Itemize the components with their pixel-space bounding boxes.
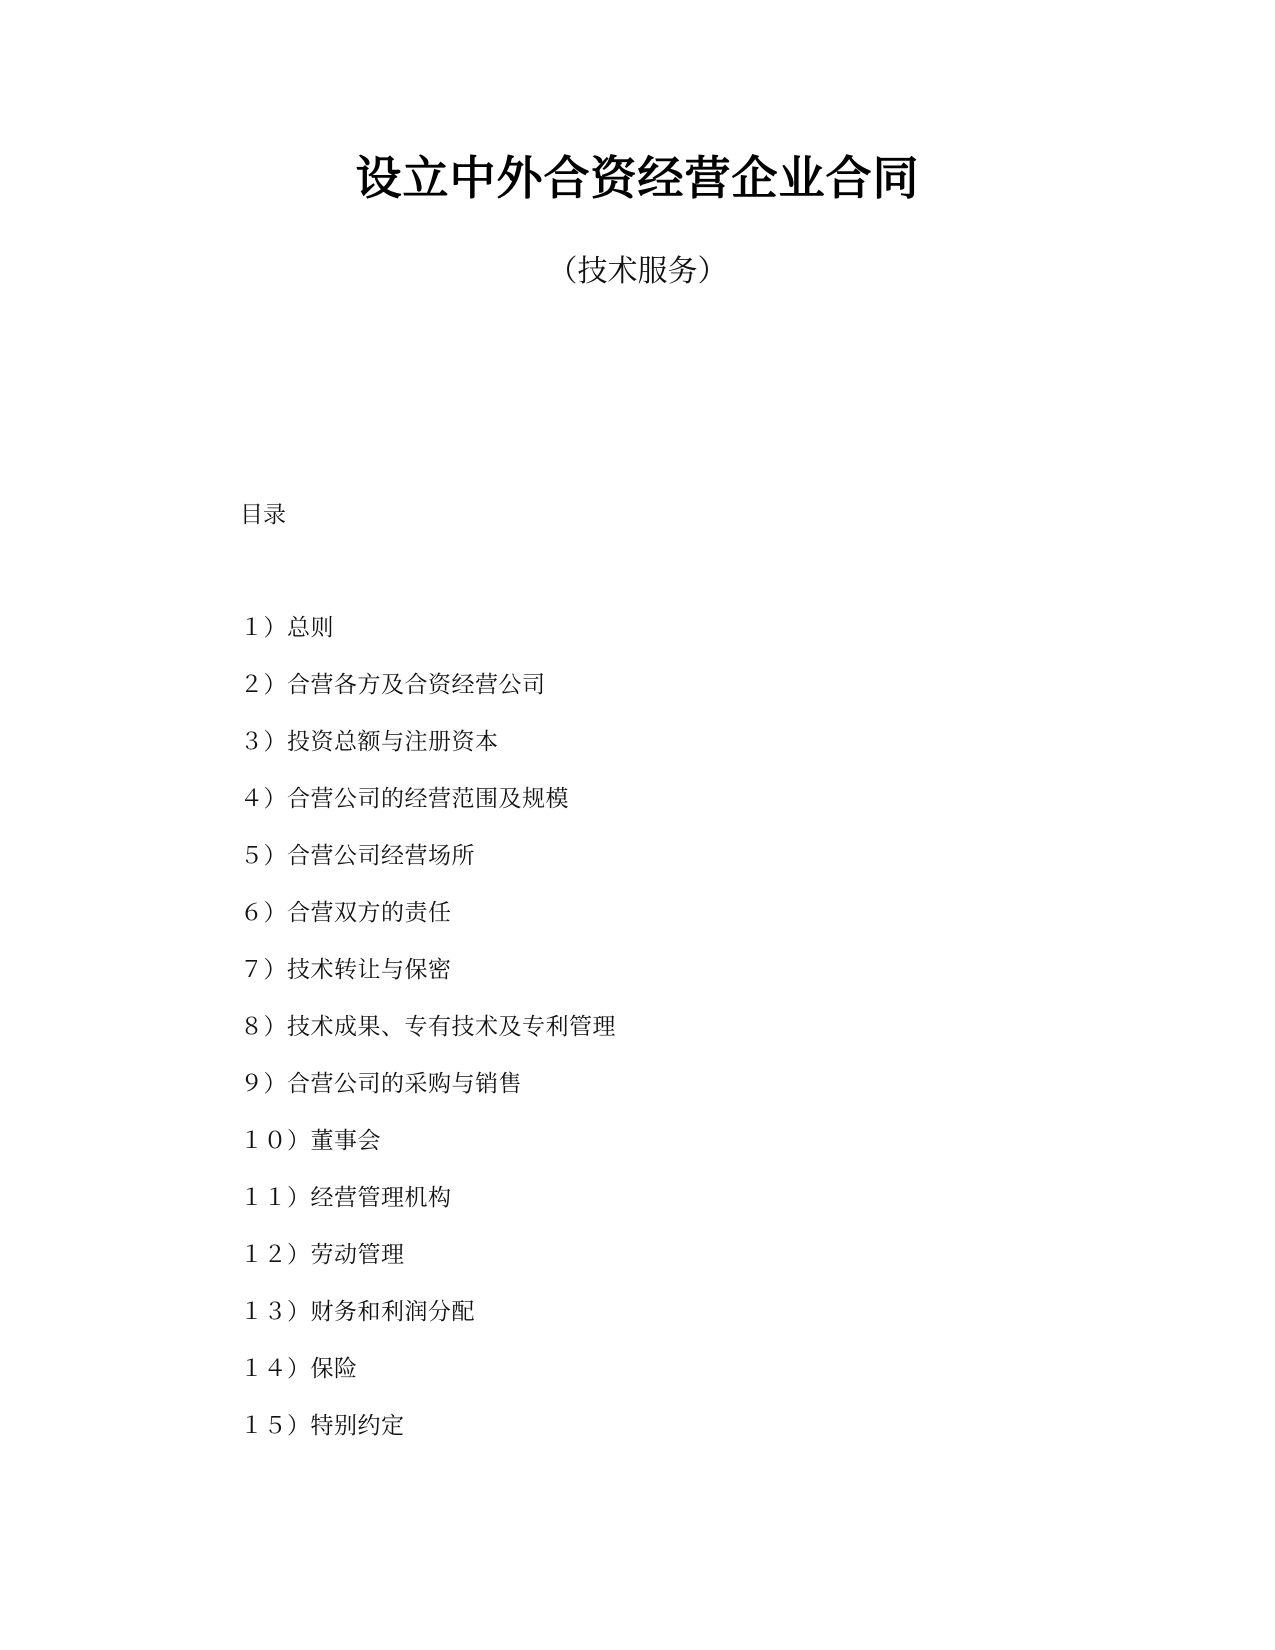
toc-item: ８）技术成果、专有技术及专利管理: [240, 1014, 616, 1040]
toc-item: １５）特别约定: [240, 1413, 405, 1439]
toc-item: ４）合营公司的经营范围及规模: [240, 786, 569, 812]
toc-item: １２）劳动管理: [240, 1242, 405, 1268]
document-subtitle: （技术服务）: [547, 254, 728, 289]
toc-item: １３）财务和利润分配: [240, 1299, 475, 1325]
toc-item: ２）合营各方及合资经营公司: [240, 672, 546, 698]
toc-item: １４）保险: [240, 1356, 358, 1382]
toc-item: １０）董事会: [240, 1128, 381, 1154]
toc-item: １１）经营管理机构: [240, 1185, 452, 1211]
toc-item: ９）合营公司的采购与销售: [240, 1071, 522, 1097]
toc-item: １）总则: [240, 615, 334, 641]
toc-item: ５）合营公司经营场所: [240, 843, 475, 869]
toc-item: ６）合营双方的责任: [240, 900, 452, 926]
table-of-contents: [240, 613, 616, 1468]
toc-item: ７）技术转让与保密: [240, 957, 452, 983]
toc-item: ３）投资总额与注册资本: [240, 729, 499, 755]
document-title: 设立中外合资经营企业合同: [355, 151, 920, 205]
toc-heading: 目录: [240, 502, 286, 528]
